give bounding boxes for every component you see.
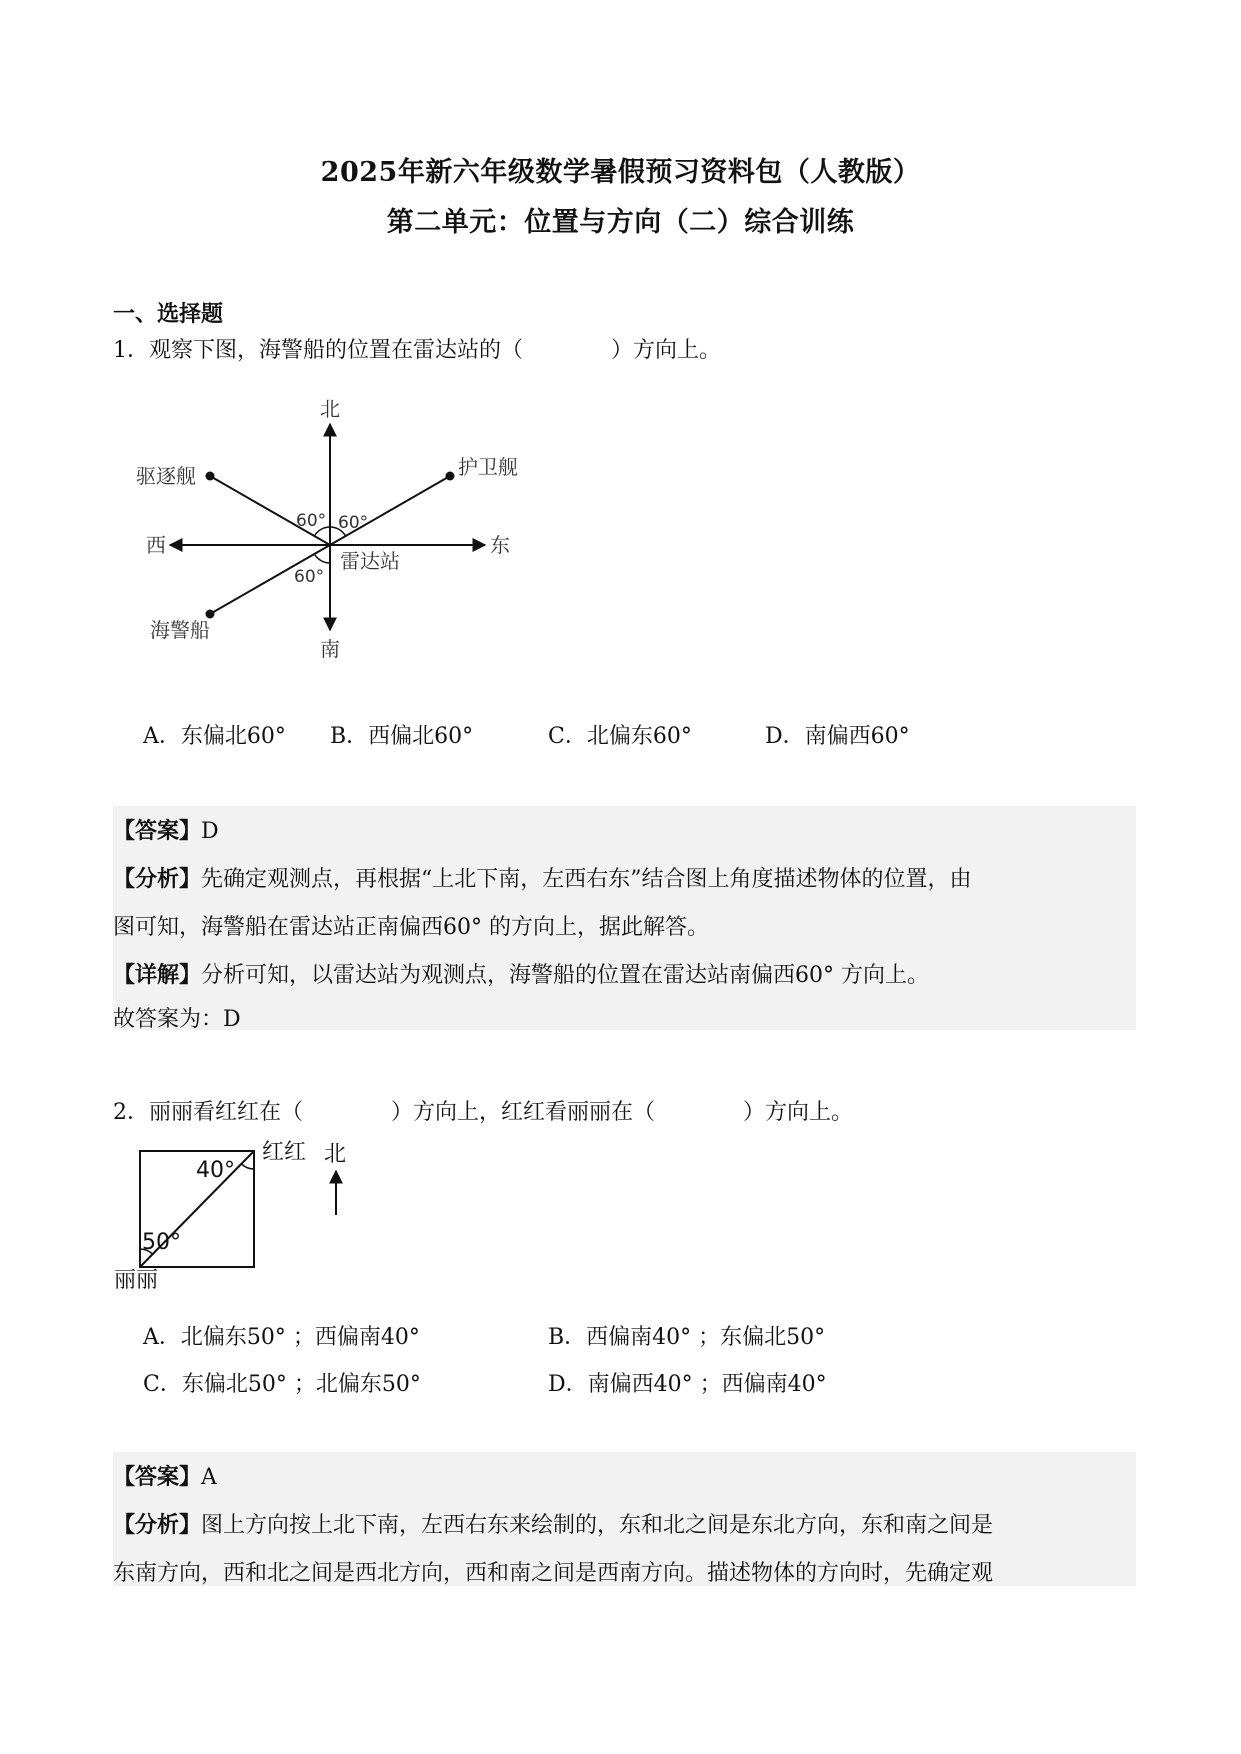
q2-answer: 【答案】A [113,1464,217,1490]
destroyer-point [206,472,215,481]
angle-arc-top [241,1164,254,1169]
q1-option-a: A．东偏北60° [143,724,286,749]
label-north-q2: 北 [324,1142,347,1167]
label-west: 西 [146,533,166,557]
q1-analysis-line-2: 图可知，海警船在雷达站正南偏西60° 的方向上，据此解答。 [113,915,709,940]
question-1-stem: 1．观察下图，海警船的位置在雷达站的（ ）方向上。 [113,338,721,363]
q1-conclusion: 故答案为：D [113,1007,241,1032]
label-lili: 丽丽 [114,1268,159,1293]
frigate-point [446,472,455,481]
label-angle-top: 40° [196,1158,235,1183]
label-coast-guard: 海警船 [150,618,210,642]
document-subtitle: 第二单元：位置与方向（二）综合训练 [386,207,855,238]
q2-option-a: A．北偏东50° ；西偏南40° [143,1325,420,1350]
q1-answer-block [113,806,1136,1030]
question-1-figure [120,390,540,660]
q1-answer: 【答案】D [113,818,219,844]
label-north: 北 [320,397,340,421]
q2-option-b: B．西偏南40° ；东偏北50° [548,1325,826,1350]
q1-option-d: D．南偏西60° [765,724,910,749]
label-angle-sw: 60° [294,567,325,587]
angle-arc-sw [314,554,330,563]
label-angle-ne: 60° [338,513,369,533]
q1-option-c: C．北偏东60° [548,724,692,749]
q2-analysis-line-2: 东南方向，西和北之间是西北方向，西和南之间是西南方向。描述物体的方向时，先确定观 [113,1561,994,1586]
label-honghong: 红红 [262,1140,307,1165]
q2-option-d: D．南偏西40° ；西偏南40° [548,1372,827,1397]
question-2-stem: 2．丽丽看红红在（ ）方向上，红红看丽丽在（ ）方向上。 [113,1100,853,1125]
label-angle-bottom: 50° [142,1230,181,1255]
q2-option-c: C．东偏北50° ；北偏东50° [143,1372,421,1397]
q1-detail: 【详解】分析可知，以雷达站为观测点，海警船的位置在雷达站南偏西60° 方向上。 [113,962,930,988]
label-south: 南 [320,637,340,660]
question-2-figure [110,1135,370,1295]
q2-answer-block [113,1452,1136,1586]
label-radar: 雷达站 [340,549,400,573]
ray-frigate [330,476,450,545]
document-title: 2025年新六年级数学暑假预习资料包（人教版） [320,157,921,188]
q1-analysis-line-1: 【分析】先确定观测点，再根据“上北下南，左西右东”结合图上角度描述物体的位置，由 [113,866,972,892]
label-frigate: 护卫舰 [458,455,518,479]
q1-option-b: B．西偏北60° [330,724,474,749]
label-east: 东 [490,533,510,557]
section-heading: 一、选择题 [113,301,224,327]
q2-analysis-line-1: 【分析】图上方向按上北下南，左西右东来绘制的，东和北之间是东北方向，东和南之间是 [113,1512,994,1538]
label-destroyer: 驱逐舰 [136,464,196,488]
label-angle-nw: 60° [296,511,327,531]
